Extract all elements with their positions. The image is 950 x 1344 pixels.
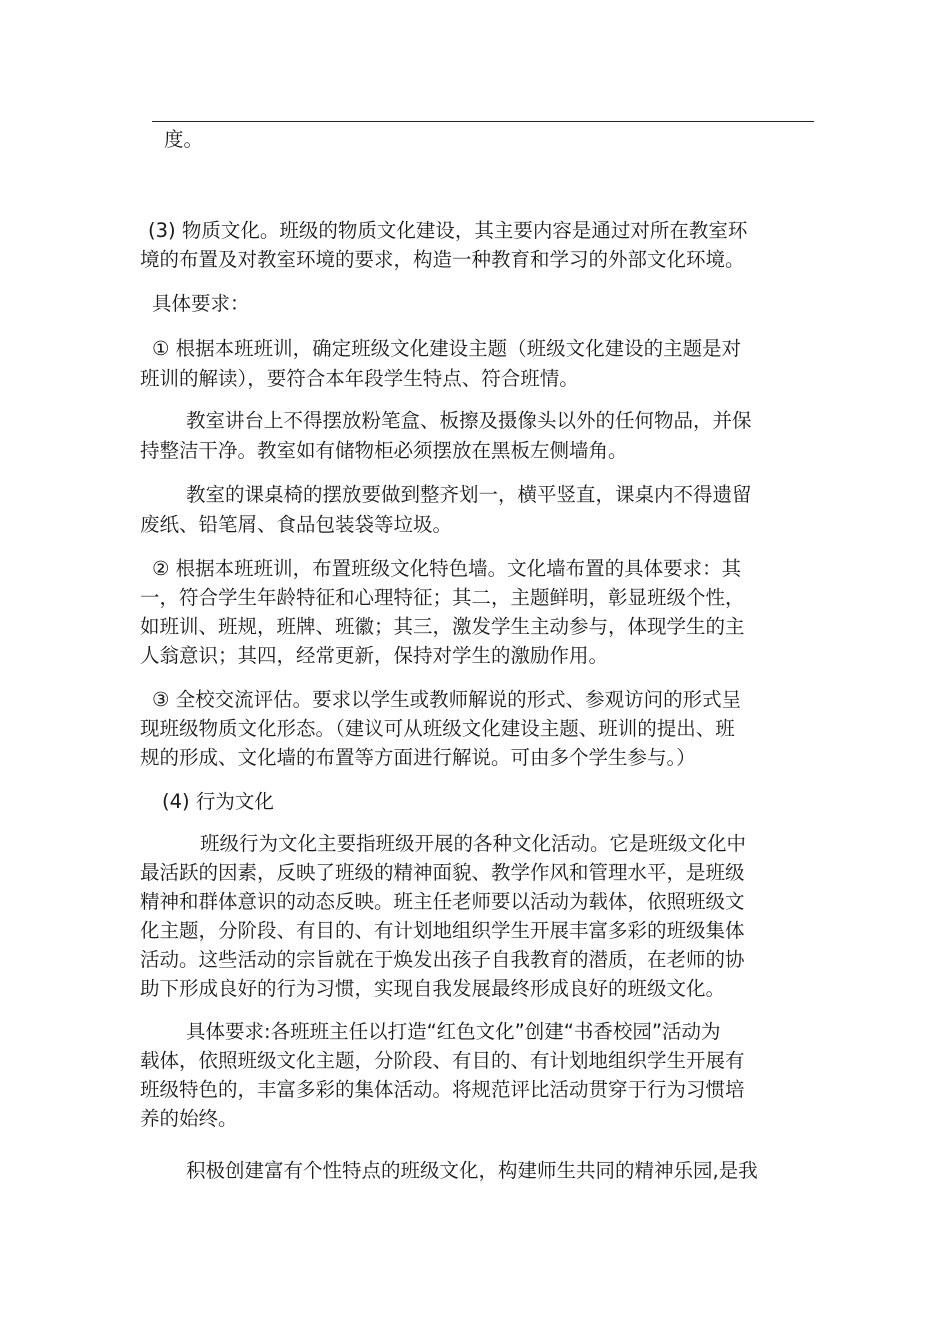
- text-line: 废纸、铅笔屑、食品包装袋等垃圾。: [140, 513, 453, 536]
- text-line: 积极创建富有个性特点的班级文化，构建师生共同的精神乐园,是我: [186, 1159, 758, 1182]
- text-line: 班级特色的，丰富多彩的集体活动。将规范评比活动贯穿于行为习惯培: [140, 1078, 745, 1101]
- list-item-2: ② 根据本班班训，布置班级文化特色墙。文化墙布置的具体要求：其: [152, 557, 742, 580]
- list-item-1: ① 根据本班班训，确定班级文化建设主题（班级文化建设的主题是对: [152, 337, 742, 360]
- header-rule: [152, 121, 814, 122]
- text-line: 现班级物质文化形态。（建议可从班级文化建设主题、班训的提出、班: [140, 717, 735, 740]
- text-line: 教室的课桌椅的摆放要做到整齐划一，横平竖直，课桌内不得遗留: [186, 483, 752, 506]
- text-line: 班级行为文化主要指班级开展的各种文化活动。它是班级文化中: [200, 832, 747, 855]
- text-line: 一，符合学生年龄特征和心理特征；其二，主题鲜明，彰显班级个性，: [140, 586, 745, 609]
- section-heading-behavior-culture: (4) 行为文化: [162, 790, 274, 813]
- text-line: 规的形成、文化墙的布置等方面进行解说。可由多个学生参与。）: [140, 746, 696, 769]
- requirements-label: 具体要求：: [152, 292, 250, 315]
- text-line: 境的布置及对教室环境的要求，构造一种教育和学习的外部文化环境。: [140, 248, 745, 271]
- text-line: 具体要求:各班班主任以打造“红色文化”创建“书香校园”活动为: [186, 1020, 721, 1043]
- text-line: 助下形成良好的行为习惯，实现自我发展最终形成良好的班级文化。: [140, 977, 726, 1000]
- text-line: 活动。这些活动的宗旨就在于焕发出孩子自我教育的潜质，在老师的协: [140, 948, 745, 971]
- section-heading-material-culture: (3) 物质文化。班级的物质文化建设，其主要内容是通过对所在教室环: [148, 219, 748, 242]
- text-line: 载体，依照班级文化主题，分阶段、有目的、有计划地组织学生开展有: [140, 1049, 745, 1072]
- text-line: 持整洁干净。教室如有储物柜必须摆放在黑板左侧墙角。: [140, 439, 628, 462]
- text-line: 精神和群体意识的动态反映。班主任老师要以活动为载体，依照班级文: [140, 890, 745, 913]
- list-item-3: ③ 全校交流评估。要求以学生或教师解说的形式、参观访问的形式呈: [152, 688, 742, 711]
- text-line: 人翁意识；其四，经常更新，保持对学生的激励作用。: [140, 644, 609, 667]
- text-line: 养的始终。: [140, 1107, 238, 1130]
- text-line: 度。: [164, 128, 204, 151]
- text-line: 如班训、班规，班牌、班徽；其三，激发学生主动参与，体现学生的主: [140, 615, 745, 638]
- text-line: 班训的解读），要符合本年段学生特点、符合班情。: [140, 367, 579, 390]
- text-line: 教室讲台上不得摆放粉笔盒、板擦及摄像头以外的任何物品，并保: [186, 409, 752, 432]
- text-line: 最活跃的因素，反映了班级的精神面貌、教学作风和管理水平，是班级: [140, 861, 745, 884]
- text-line: 化主题，分阶段、有目的、有计划地组织学生开展丰富多彩的班级集体: [140, 919, 745, 942]
